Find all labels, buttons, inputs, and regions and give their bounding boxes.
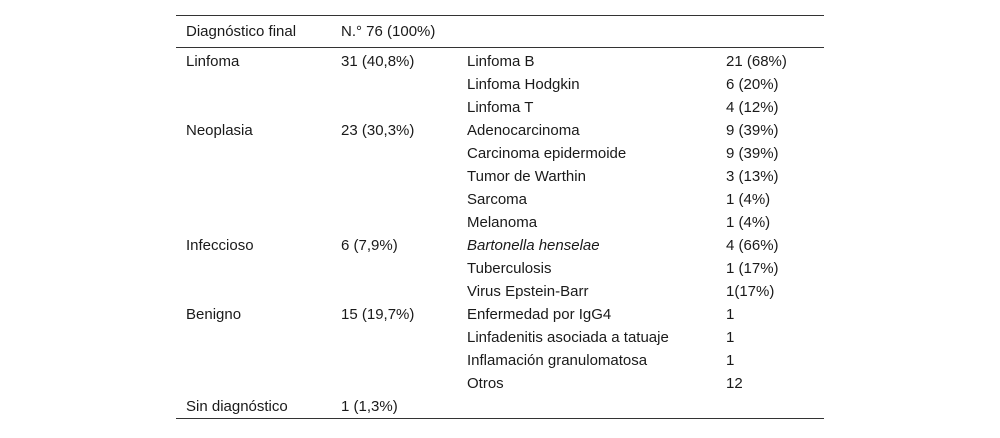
cell-subcount: 21 (68%) <box>726 53 787 70</box>
cell-subtype: Tumor de Warthin <box>467 168 586 185</box>
table-row <box>176 326 824 349</box>
cell-subcount: 1 <box>726 306 735 323</box>
cell-category <box>176 96 331 119</box>
cell-count: 1 (1,3%) <box>341 398 398 415</box>
cell-subcount: 6 (20%) <box>726 76 779 93</box>
cell-subtype <box>457 395 716 419</box>
table-row <box>176 73 824 96</box>
cell-category <box>176 372 331 395</box>
cell-subtype: Virus Epstein-Barr <box>467 283 589 300</box>
cell-count <box>331 280 457 303</box>
cell-subtype: Inflamación granulomatosa <box>467 352 648 369</box>
cell-category <box>176 211 331 234</box>
cell-count: 31 (40,8%) <box>341 53 415 70</box>
table-row <box>176 165 824 188</box>
table-row <box>176 257 824 280</box>
cell-subcount: 1 <box>726 329 735 346</box>
table-row <box>176 211 824 234</box>
cell-subcount: 12 <box>726 375 743 392</box>
cell-count: 15 (19,7%) <box>341 306 415 323</box>
cell-category: Linfoma <box>186 53 240 70</box>
cell-subcount: 1 (4%) <box>726 214 771 231</box>
cell-count <box>331 188 457 211</box>
table-row <box>176 395 824 419</box>
table-row <box>176 48 824 74</box>
table-row <box>176 303 824 326</box>
cell-count <box>331 372 457 395</box>
cell-subcount: 9 (39%) <box>726 145 779 162</box>
table-row <box>176 188 824 211</box>
cell-category: Benigno <box>186 306 242 323</box>
cell-subtype: Melanoma <box>467 214 538 231</box>
table-row <box>176 372 824 395</box>
cell-subtype: Adenocarcinoma <box>467 122 580 139</box>
cell-subcount: 3 (13%) <box>726 168 779 185</box>
cell-count <box>331 257 457 280</box>
cell-count: 6 (7,9%) <box>341 237 398 254</box>
cell-category <box>176 73 331 96</box>
cell-category <box>176 165 331 188</box>
cell-subtype: Linfoma Hodgkin <box>467 76 580 93</box>
cell-count <box>331 73 457 96</box>
cell-subcount: 1 <box>726 352 735 369</box>
diagnosis-table-container <box>176 15 824 419</box>
cell-count <box>331 349 457 372</box>
diagnosis-table <box>176 15 824 419</box>
cell-subtype: Otros <box>467 375 504 392</box>
cell-category <box>176 280 331 303</box>
cell-subtype: Tuberculosis <box>467 260 552 277</box>
header-subcount <box>716 16 824 48</box>
cell-category: Infeccioso <box>186 237 254 254</box>
header-diagnosis: Diagnóstico final <box>186 23 297 40</box>
cell-category: Sin diagnóstico <box>186 398 288 415</box>
header-subtype <box>457 16 716 48</box>
cell-category <box>176 326 331 349</box>
cell-count <box>331 142 457 165</box>
cell-subtype: Linfoma B <box>467 53 535 70</box>
table-row <box>176 349 824 372</box>
header-count: N.° 76 (100%) <box>341 23 436 40</box>
cell-subtype: Sarcoma <box>467 191 528 208</box>
table-row <box>176 234 824 257</box>
table-row <box>176 142 824 165</box>
cell-category <box>176 142 331 165</box>
cell-count <box>331 326 457 349</box>
cell-subtype: Linfoma T <box>467 99 534 116</box>
table-row <box>176 280 824 303</box>
cell-subcount <box>716 395 824 419</box>
cell-subtype: Linfadenitis asociada a tatuaje <box>467 329 669 346</box>
table-header-row <box>176 16 824 48</box>
cell-count: 23 (30,3%) <box>341 122 415 139</box>
cell-count <box>331 96 457 119</box>
table-row <box>176 96 824 119</box>
cell-category <box>176 188 331 211</box>
cell-subtype: Bartonella henselae <box>467 237 600 254</box>
cell-count <box>331 165 457 188</box>
cell-count <box>331 211 457 234</box>
cell-subtype: Enfermedad por IgG4 <box>467 306 612 323</box>
cell-category <box>176 257 331 280</box>
cell-category: Neoplasia <box>186 122 253 139</box>
cell-subcount: 1 (4%) <box>726 191 771 208</box>
cell-subcount: 1(17%) <box>726 283 775 300</box>
cell-subcount: 4 (66%) <box>726 237 779 254</box>
cell-subcount: 4 (12%) <box>726 99 779 116</box>
table-row <box>176 119 824 142</box>
cell-subtype: Carcinoma epidermoide <box>467 145 627 162</box>
cell-subcount: 9 (39%) <box>726 122 779 139</box>
cell-category <box>176 349 331 372</box>
cell-subcount: 1 (17%) <box>726 260 779 277</box>
